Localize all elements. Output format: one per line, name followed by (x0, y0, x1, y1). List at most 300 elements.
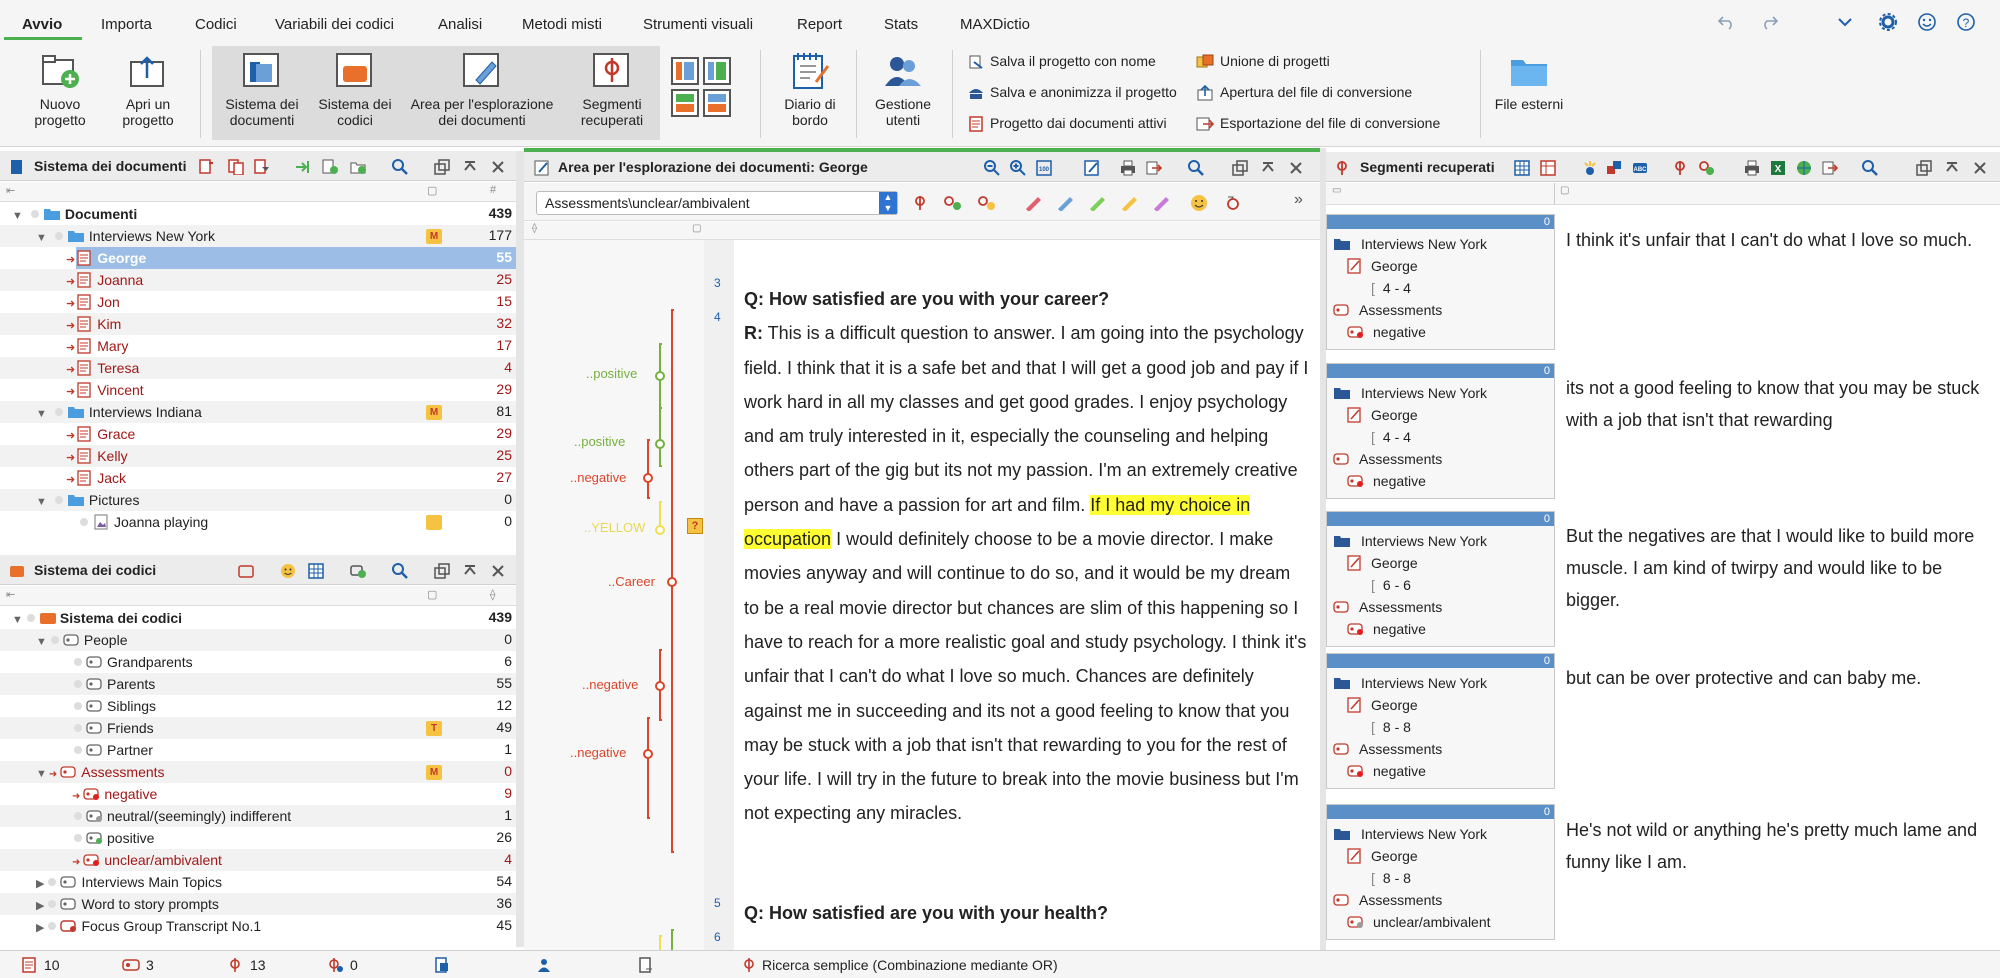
question-career: Q: How satisfied are you with your career? (744, 289, 1110, 309)
zoom-out-icon[interactable] (984, 160, 1000, 176)
activation-dot-icon[interactable] (48, 900, 56, 908)
code-item-label: Siblings (107, 698, 157, 714)
open-project-icon (128, 52, 168, 90)
document-row[interactable] (60, 247, 146, 269)
code-count-column-icon: ⟠ (490, 589, 496, 601)
image-document-icon (94, 514, 108, 530)
segment-range (1333, 277, 1554, 299)
answer-text-before: This is a difficult question to answer. I am going into the psychology field. I think that it is a safe bet and that I will get a good job and pay if I work hard in all my classes and get good grades. I enjoy psychology and am truly interested in it, especially the counseling and helping others part of the gig but its not my passion. I'm an extremely creative person and have a passion for art and film. (744, 323, 1309, 515)
code-system-icon (9, 563, 25, 579)
new-group-icon[interactable] (350, 159, 366, 175)
import-icon[interactable] (294, 159, 310, 175)
segment-document-label: George (1371, 555, 1418, 571)
coding-label-yellow[interactable]: ..YELLOW (584, 520, 646, 535)
expand-toggle-icon[interactable]: ▼ (36, 408, 47, 420)
emoticode-icon[interactable] (280, 563, 296, 579)
export-conversion-icon (1196, 116, 1214, 132)
export-segments-icon[interactable] (1822, 160, 1838, 176)
segment-parent-label: Assessments (1359, 741, 1443, 757)
activation-dot-icon[interactable] (74, 812, 82, 820)
activation-dot-icon[interactable] (74, 702, 82, 710)
area-esplorazione-button[interactable] (404, 52, 560, 128)
expand-toggle-icon[interactable]: ▼ (36, 636, 47, 648)
segment-source-card[interactable] (1326, 804, 1555, 940)
zoom-100-icon[interactable] (1036, 160, 1052, 176)
tab-variabili-codici[interactable]: Variabili dei codici (275, 16, 394, 33)
coding-label-positive-1[interactable]: ..positive (586, 366, 638, 381)
segment-source-card[interactable] (1326, 214, 1555, 350)
code-row[interactable] (12, 607, 182, 629)
code-row[interactable] (60, 717, 154, 739)
coding-label-negative-2[interactable]: ..negative (582, 677, 639, 692)
activation-dot-icon[interactable] (55, 408, 63, 416)
expand-toggle-icon[interactable]: ▼ (36, 768, 47, 780)
segments-count: 13 (250, 957, 266, 973)
segment-group (1333, 823, 1554, 845)
segment-parent-label: Assessments (1359, 599, 1443, 615)
tree-item-count: 4 (504, 359, 512, 375)
file-esterni-button[interactable] (1488, 52, 1570, 112)
activation-dot-icon[interactable] (48, 878, 56, 886)
layout-grid-icon[interactable] (670, 56, 732, 120)
coding-label-negative-1[interactable]: ..negative (570, 470, 627, 485)
activated-arrow-icon[interactable]: ➜ (66, 474, 76, 486)
segment-text[interactable]: its not a good feeling to know that you may be stuck with a job that isn't that rewarding (1566, 378, 1980, 430)
code-row[interactable] (36, 915, 261, 937)
print-segments-icon[interactable] (1744, 160, 1760, 176)
segment-document-label: George (1371, 697, 1418, 713)
close-icon[interactable] (490, 159, 506, 175)
new-document-icon[interactable] (322, 159, 338, 175)
filter-icon[interactable] (254, 159, 270, 175)
activation-dot-icon[interactable] (74, 834, 82, 842)
activation-dot-icon[interactable] (48, 922, 56, 930)
svg-text:ABC: ABC (1633, 167, 1647, 173)
segment-source-card[interactable] (1326, 511, 1555, 647)
tab-metodi-misti[interactable]: Metodi misti (522, 16, 603, 33)
segment-group-label: Interviews New York (1361, 236, 1488, 252)
chevron-down-icon[interactable] (1837, 16, 1853, 28)
more-tools-icon[interactable]: » (1294, 191, 1303, 208)
export-icon[interactable] (1146, 160, 1162, 176)
answer-paragraph[interactable] (744, 316, 1310, 830)
memo-badge-icon[interactable] (426, 515, 442, 530)
activated-arrow-icon[interactable]: ➜ (66, 386, 76, 398)
code-row[interactable] (60, 805, 291, 827)
range-bracket-icon: [ (1371, 870, 1375, 886)
documents-icon[interactable] (228, 159, 244, 175)
redo-icon[interactable] (1760, 14, 1778, 30)
segment-range-label: 4 - 4 (1382, 429, 1411, 445)
code-item-count: 55 (496, 675, 512, 691)
folder-icon (67, 229, 85, 243)
new-code-icon[interactable] (350, 563, 366, 579)
memo-badge-icon[interactable]: M (426, 765, 442, 780)
range-bracket-icon: [ (1371, 577, 1375, 593)
segment-code-label: unclear/ambivalent (1373, 914, 1491, 930)
segments-close-icon[interactable] (1972, 160, 1988, 176)
tab-analisi[interactable]: Analisi (438, 16, 483, 33)
documents-count-icon (22, 957, 36, 973)
segment-text[interactable]: He's not wild or anything he's pretty much lame and funny like I am. (1566, 820, 1978, 872)
focus-group-code-icon (60, 919, 78, 933)
segment-code (1333, 760, 1554, 782)
activate-icon[interactable] (198, 159, 214, 175)
paragraph-number-4: 4 (714, 310, 721, 324)
add-code-icon[interactable] (1698, 160, 1714, 176)
code-icon (60, 875, 78, 889)
table-view-icon[interactable] (1514, 160, 1530, 176)
import-conversion-icon (1196, 85, 1214, 101)
tab-importa[interactable]: Importa (101, 16, 152, 33)
segment-group (1333, 672, 1554, 694)
collapse-all-icon[interactable]: ⇤ (6, 185, 16, 197)
tab-stats[interactable]: Stats (884, 16, 919, 33)
document-row[interactable] (60, 379, 144, 401)
active-documents-icon (968, 116, 984, 132)
activation-dot-icon[interactable] (51, 636, 59, 644)
tree-item-count: 25 (496, 447, 512, 463)
segment-text[interactable]: but can be over protective and can baby me. (1566, 668, 1922, 688)
document-system-icon (9, 159, 25, 175)
document-group-row[interactable] (36, 225, 215, 247)
coding-label-career[interactable]: ..Career (608, 574, 655, 589)
document-row[interactable] (60, 467, 126, 489)
gear-icon[interactable] (1878, 12, 1898, 32)
document-row[interactable] (60, 511, 208, 533)
code-search-icon[interactable] (392, 563, 408, 579)
red-highlighter-icon[interactable] (1024, 195, 1042, 211)
web-export-icon[interactable] (1796, 160, 1812, 176)
code-item-label: Partner (107, 742, 153, 758)
segment-parent-label: Assessments (1359, 451, 1443, 467)
sistema-documenti-label: Sistema dei documenti (225, 96, 299, 128)
segments-count-icon (226, 957, 244, 973)
unione-progetti-label: Unione di progetti (1220, 53, 1330, 69)
tree-item-count: 17 (496, 337, 512, 353)
tab-strumenti-visuali[interactable]: Strumenti visuali (643, 16, 754, 33)
segment-weight: 0 (1327, 805, 1554, 819)
document-group-row[interactable] (12, 203, 137, 225)
respondent-label: R: (744, 323, 763, 344)
apertura-conversione-label: Apertura del file di conversione (1220, 84, 1413, 100)
apri-progetto-button[interactable] (108, 52, 188, 128)
collapse-toggle-icon[interactable]: ▶ (36, 900, 45, 912)
segmenti-recuperati-label: Segmenti recuperati (580, 96, 644, 128)
code-system-columns (0, 586, 516, 606)
code-row[interactable] (36, 629, 127, 651)
text-document-icon (1347, 555, 1363, 571)
browser-edit-icon (534, 160, 550, 176)
tab-report[interactable]: Report (797, 16, 843, 33)
tree-item-count: 81 (496, 403, 512, 419)
segments-maximize-icon[interactable] (1944, 160, 1960, 176)
paragraph-number-3: 3 (714, 276, 721, 290)
svg-text:X: X (1774, 164, 1782, 175)
segment-text[interactable]: But the negatives are that I would like to build more muscle. I am kind of twirpy and would like to be bigger. (1566, 526, 1975, 610)
activated-arrow-icon[interactable]: ➜ (48, 769, 58, 780)
code-item-label: Assessments (81, 764, 165, 780)
code-system-header (0, 555, 516, 585)
magenta-highlighter-icon[interactable] (1152, 195, 1170, 211)
segment-document-label: George (1371, 848, 1418, 864)
file-esterni-label: File esterni (1494, 96, 1564, 112)
collapse-toggle-icon[interactable]: ▶ (36, 922, 45, 934)
activated-arrow-icon[interactable]: ➜ (66, 364, 76, 376)
segment-parent-code (1333, 596, 1554, 618)
activation-dot-icon[interactable] (55, 232, 63, 240)
document-browser-icon (462, 52, 502, 90)
excel-icon[interactable] (1770, 160, 1786, 176)
activated-arrow-icon[interactable]: ➜ (66, 254, 76, 266)
emoji-code-icon[interactable] (1190, 194, 1208, 212)
sistema-documenti-button[interactable] (218, 52, 306, 128)
tab-avvio[interactable]: Avvio (22, 16, 63, 33)
coding-label-negative-3[interactable]: ..negative (570, 745, 627, 760)
weight-filter-icon[interactable] (638, 957, 654, 973)
segment-code (1333, 911, 1554, 933)
code-maximize-icon[interactable] (462, 563, 478, 579)
table-icon[interactable] (308, 563, 324, 579)
folder-icon (43, 207, 61, 221)
document-row[interactable] (60, 313, 121, 335)
segment-weight: 0 (1327, 512, 1554, 526)
code-row[interactable] (36, 871, 222, 893)
code-row[interactable] (60, 783, 157, 805)
segment-parent-code (1333, 299, 1554, 321)
segment-range (1333, 574, 1554, 596)
activation-dot-icon[interactable] (27, 614, 35, 622)
code-row[interactable] (60, 651, 193, 673)
ribbon-separator (952, 50, 953, 138)
segment-column-icon: ▢ (1560, 185, 1570, 196)
collapse-toggle-icon[interactable]: ▶ (36, 878, 45, 890)
segment-source-card[interactable] (1326, 653, 1555, 789)
activation-dot-icon[interactable] (55, 496, 63, 504)
document-row[interactable] (60, 445, 128, 467)
esportazione-conversione-button[interactable] (1196, 112, 1440, 134)
activated-arrow-icon[interactable]: ➜ (66, 298, 76, 310)
activated-arrow-icon[interactable]: ➜ (66, 430, 76, 442)
unione-progetti-button[interactable] (1196, 50, 1330, 72)
tree-item-label: Jack (97, 470, 127, 486)
smiley-icon[interactable] (1917, 12, 1937, 32)
code-system-title: Sistema dei codici (34, 562, 157, 578)
activation-dot-icon[interactable] (80, 518, 88, 526)
code-icon (83, 787, 101, 801)
code-tree (0, 607, 516, 947)
segment-parent-label: Assessments (1359, 302, 1443, 318)
yellow-highlighter-icon[interactable] (1120, 195, 1138, 211)
browser-close-icon[interactable] (1288, 160, 1304, 176)
segmenti-recuperati-button[interactable] (566, 52, 658, 128)
code-row[interactable] (60, 849, 222, 871)
document-row[interactable] (60, 291, 120, 313)
external-files-icon (1509, 52, 1549, 90)
expand-toggle-icon[interactable]: ▼ (12, 210, 23, 222)
segment-code (1333, 618, 1554, 640)
code-item-label: positive (107, 830, 155, 846)
browser-search-icon[interactable] (1188, 160, 1204, 176)
document-system-columns (0, 182, 516, 202)
progetto-documenti-button[interactable] (968, 112, 1167, 134)
code-undock-icon[interactable] (434, 563, 450, 579)
coding-label-positive-2[interactable]: ..positive (574, 434, 626, 449)
memo-badge-icon[interactable]: M (426, 405, 442, 420)
ribbon-separator (1480, 50, 1481, 138)
text-document-icon (77, 294, 91, 310)
segments-search-icon[interactable] (1862, 160, 1878, 176)
ribbon-separator (200, 50, 201, 138)
document-set-icon[interactable] (434, 957, 450, 973)
segment-group-label: Interviews New York (1361, 533, 1488, 549)
sistema-codici-button[interactable] (312, 52, 398, 128)
browser-columns (524, 222, 1320, 240)
code-item-count: 54 (496, 873, 512, 889)
code-item-label: Friends (107, 720, 154, 736)
code-row[interactable] (36, 893, 219, 915)
activation-dot-icon[interactable] (74, 658, 82, 666)
gestione-utenti-button[interactable] (866, 52, 940, 128)
code-select-dropdown[interactable] (536, 191, 898, 215)
tab-codici[interactable]: Codici (195, 16, 237, 33)
panel-splitter[interactable] (516, 151, 524, 947)
text-document-icon (77, 426, 91, 442)
undock-icon[interactable] (434, 159, 450, 175)
code-icon (86, 809, 104, 823)
code-system-icon (335, 52, 375, 90)
code-item-count: 26 (496, 829, 512, 845)
expand-toggle-icon[interactable]: ▼ (36, 496, 47, 508)
code-close-icon[interactable] (490, 563, 506, 579)
in-vivo-code-icon[interactable] (976, 195, 996, 211)
activated-arrow-icon[interactable]: ➜ (66, 452, 76, 464)
apertura-conversione-button[interactable] (1196, 81, 1412, 103)
activated-arrow-icon[interactable]: ➜ (72, 791, 81, 802)
text-document-icon (1347, 848, 1363, 864)
code-row[interactable] (36, 761, 165, 783)
activated-arrow-icon[interactable]: ➜ (72, 857, 81, 868)
document-system-icon (242, 52, 282, 90)
document-row[interactable] (60, 357, 139, 379)
code-with-selected-icon[interactable] (912, 195, 928, 211)
column-divider (1554, 183, 1555, 205)
user-filter-icon[interactable] (536, 957, 552, 973)
segment-parent-code (1333, 448, 1554, 470)
document-row[interactable] (60, 423, 135, 445)
code-activate-icon[interactable] (238, 563, 254, 579)
code-row[interactable] (60, 827, 154, 849)
users-icon (883, 52, 923, 90)
folder-icon (67, 405, 85, 419)
salva-progetto-button[interactable] (968, 50, 1156, 72)
blue-highlighter-icon[interactable] (1056, 195, 1074, 211)
tab-maxdictio[interactable]: MAXDictio (960, 16, 1031, 33)
spellcheck-icon[interactable] (1632, 160, 1648, 176)
memos-count: 0 (350, 957, 358, 973)
print-icon[interactable] (1120, 160, 1136, 176)
document-row[interactable] (60, 269, 143, 291)
document-text[interactable] (744, 282, 1310, 831)
zoom-in-icon[interactable] (1010, 160, 1026, 176)
segment-weight: 0 (1327, 215, 1554, 229)
folder-icon (1333, 534, 1353, 548)
code-icon (1347, 915, 1367, 929)
text-document-icon (1347, 697, 1363, 713)
segments-undock-icon[interactable] (1916, 160, 1932, 176)
code-item-count: 439 (488, 609, 512, 625)
text-document-icon (77, 382, 91, 398)
tree-item-label: Kim (97, 316, 122, 332)
expand-toggle-icon[interactable]: ▼ (12, 614, 23, 626)
highlighted-segment[interactable]: If I had my choice in occupation (744, 494, 1251, 550)
salva-anonimizza-button[interactable] (968, 81, 1177, 103)
documents-count: 10 (44, 957, 60, 973)
codes-count: 3 (146, 957, 154, 973)
green-highlighter-icon[interactable] (1088, 195, 1106, 211)
help-icon[interactable] (1956, 12, 1976, 32)
folder-icon (1333, 827, 1353, 841)
memo-badge-icon[interactable]: T (426, 721, 442, 736)
color-codes-icon[interactable] (1606, 160, 1622, 176)
code-icon (86, 655, 104, 669)
search-icon[interactable] (392, 159, 408, 175)
segment-code-label: negative (1373, 473, 1426, 489)
nuovo-progetto-button[interactable] (18, 52, 102, 128)
expand-toggle-icon[interactable]: ▼ (36, 232, 47, 244)
segment-range-label: 8 - 8 (1382, 870, 1411, 886)
code-collapse-all-icon[interactable]: ⇤ (6, 589, 16, 601)
document-group-row[interactable] (36, 401, 202, 423)
activated-arrow-icon[interactable]: ➜ (66, 276, 76, 288)
activation-dot-icon[interactable] (74, 680, 82, 688)
browser-undock-icon[interactable] (1232, 160, 1248, 176)
activated-arrow-icon[interactable]: ➜ (66, 342, 76, 354)
text-document-icon (77, 272, 91, 288)
smart-coding-icon[interactable] (1582, 160, 1598, 176)
overview-icon[interactable] (1540, 160, 1556, 176)
segment-parent-label: Assessments (1359, 892, 1443, 908)
document-group-row[interactable] (36, 489, 139, 511)
code-row[interactable] (60, 673, 155, 695)
undo-icon[interactable] (1718, 14, 1736, 30)
browser-maximize-icon[interactable] (1260, 160, 1276, 176)
activation-dot-icon[interactable] (74, 724, 82, 732)
tree-item-count: 0 (504, 491, 512, 507)
code-row[interactable] (60, 695, 156, 717)
diario-button[interactable] (774, 52, 846, 128)
segment-group-label: Interviews New York (1361, 675, 1488, 691)
maximize-icon[interactable] (462, 159, 478, 175)
svg-text:?: ? (1962, 16, 1970, 30)
edit-mode-icon[interactable] (1084, 160, 1100, 176)
folder-icon (1333, 676, 1353, 690)
activation-dot-icon[interactable] (74, 746, 82, 754)
undo-coding-icon[interactable] (1224, 194, 1242, 212)
tree-item-count: 27 (496, 469, 512, 485)
save-as-icon (968, 54, 984, 70)
memo-badge-icon[interactable]: M (426, 229, 442, 244)
code-row[interactable] (60, 739, 153, 761)
segment-source-card[interactable] (1326, 363, 1555, 499)
document-row[interactable] (60, 335, 128, 357)
segment-text[interactable]: I think it's unfair that I can't do what I love so much. (1566, 230, 1973, 250)
code-pin-icon[interactable] (1672, 160, 1688, 176)
activation-dot-icon[interactable] (31, 210, 39, 218)
memo-icon[interactable]: ? (687, 518, 703, 534)
code-with-new-icon[interactable] (942, 195, 962, 211)
activated-arrow-icon[interactable]: ➜ (66, 320, 76, 332)
